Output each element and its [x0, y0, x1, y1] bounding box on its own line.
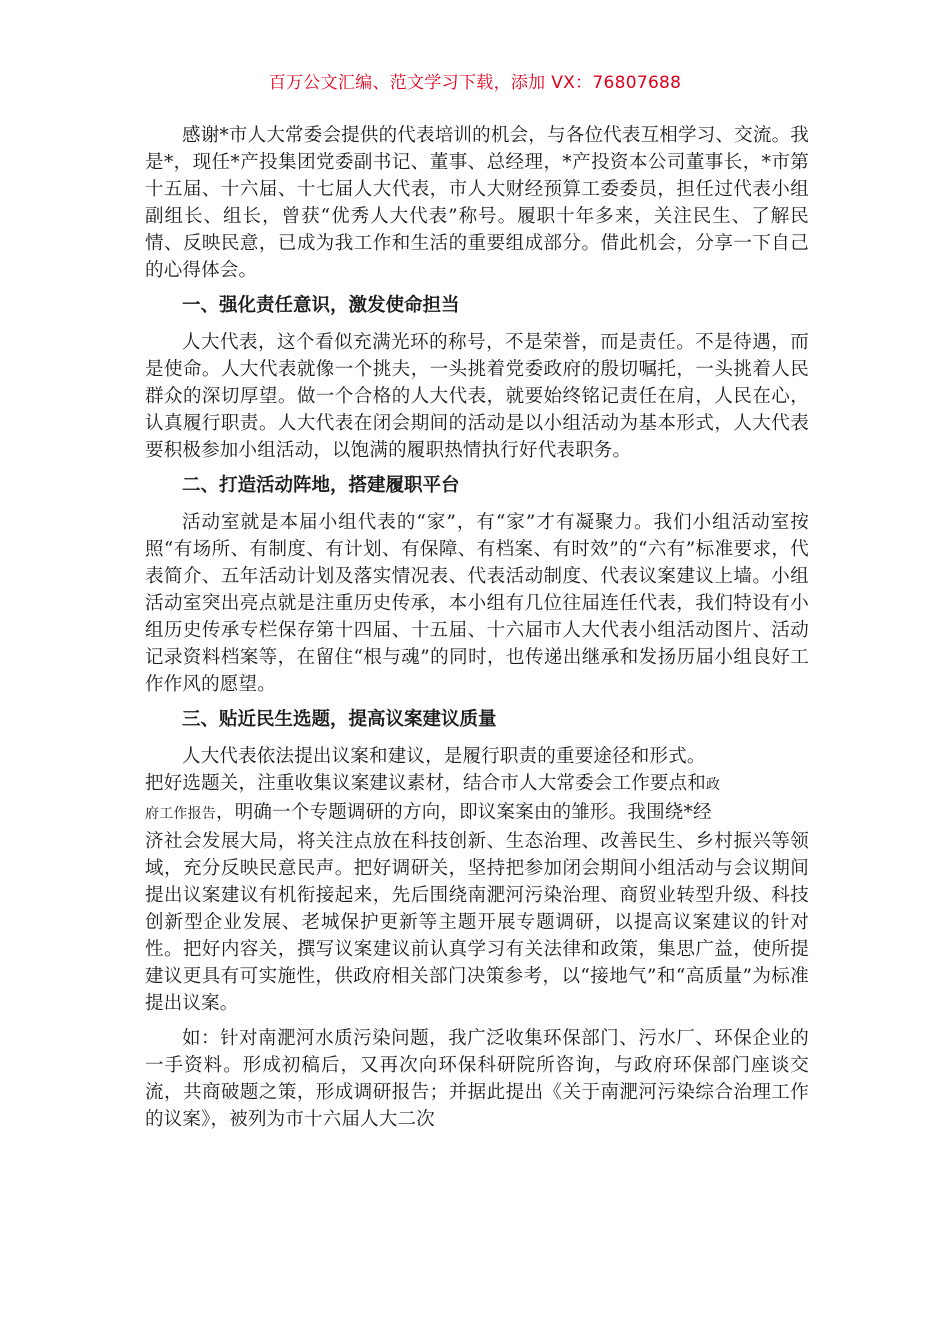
document-body [145, 122, 809, 1141]
section-2-paragraph: 活动室就是本届小组代表的“家”，有“家”才有凝聚力。我们小组活动室按照“有场所、有制度、有计划、有保障、有档案、有时效”的“六有”标准要求，代表简介、五年活动计划及落实情况表、代表活动制度、代表议案建议上墙。小组活动室突出亮点就是注重历史传承，本小组有几位往届连任代表，我们特设有小组历史传承专栏保存第十四届、十五届、十六届市人大代表小组活动图片、活动记录资料档案等，在留住“根与魂”的同时，也传递出继承和发扬历届小组良好工作作风的愿望。 [145, 512, 809, 695]
section-3-line-1: 人大代表依法提出议案和建议，是履行职责的重要途径和形式。 [182, 746, 706, 767]
section-3-line-2-text: 把好选题关，注重收集议案建议素材，结合市人大常委会工作要点和 [145, 773, 707, 794]
section-3-paragraph: 济社会发展大局，将关注点放在科技创新、生态治理、改善民生、乡村振兴等领域，充分反映民意民声。把好调研关，坚持把参加闭会期间小组活动与会议期间提出议案建议有机衔接起来，先后围绕南淝河污染治理、商贸业转型升级、科技创新型企业发展、老城保护更新等主题开展专题调研，以提高议案建议的针对性。把好内容关，撰写议案建议前认真学习有关法律和政策，集思广益，使所提建议更具有可实施性，供政府相关部门决策参考，以“接地气”和“高质量”为标准提出议案。 [145, 831, 809, 1014]
section-3-line-3 [145, 799, 809, 828]
section-1-paragraph: 人大代表，这个看似充满光环的称号，不是荣誉，而是责任。不是待遇，而是使命。人大代表就像一个挑夫，一头挑着党委政府的殷切嘱托，一头挑着人民群众的深切厚望。做一个合格的人大代表，就要始终铭记责任在肩，人民在心，认真履行职责。人大代表在闭会期间的活动是以小组活动为基本形式，人大代表要积极参加小组活动，以饱满的履职热情执行好代表职务。 [145, 332, 809, 461]
section-3-line-2 [145, 770, 809, 799]
header-banner: 百万公文汇编、范文学习下载，添加 VX：76807688 [268, 73, 682, 93]
section-3-heading: 三、贴近民生选题，提高议案建议质量 [182, 709, 497, 730]
intro-paragraph: 感谢*市人大常委会提供的代表培训的机会，与各位代表互相学习、交流。我是*，现任*产投集团党委副书记、董事、总经理，*产投资本公司董事长，*市第十五届、十六届、十七届人大代表，市人大财经预算工委委员，担任过代表小组副组长、组长，曾获“优秀人大代表”称号。履职十年多来，关注民生、了解民情、反映民意，已成为我工作和生活的重要组成部分。借此机会，分享一下自己的心得体会。 [145, 125, 809, 281]
section-3-line-3-text: ，明确一个专题调研的方向，即议案案由的雏形。我围绕*经 [216, 802, 712, 823]
section-3-line-2-small: 政 [706, 777, 721, 793]
section-3-line-3-small: 府工作报告 [145, 806, 216, 822]
example-paragraph: 如：针对南淝河水质污染问题，我广泛收集环保部门、污水厂、环保企业的一手资料。形成初稿后，又再次向环保科研院所咨询，与政府环保部门座谈交流，共商破题之策，形成调研报告；并据此提出《关于南淝河污染综合治理工作的议案》，被列为市十六届人大二次 [145, 1028, 809, 1130]
section-1-heading: 一、强化责任意识，激发使命担当 [182, 295, 460, 316]
section-2-heading: 二、打造活动阵地，搭建履职平台 [182, 475, 460, 496]
